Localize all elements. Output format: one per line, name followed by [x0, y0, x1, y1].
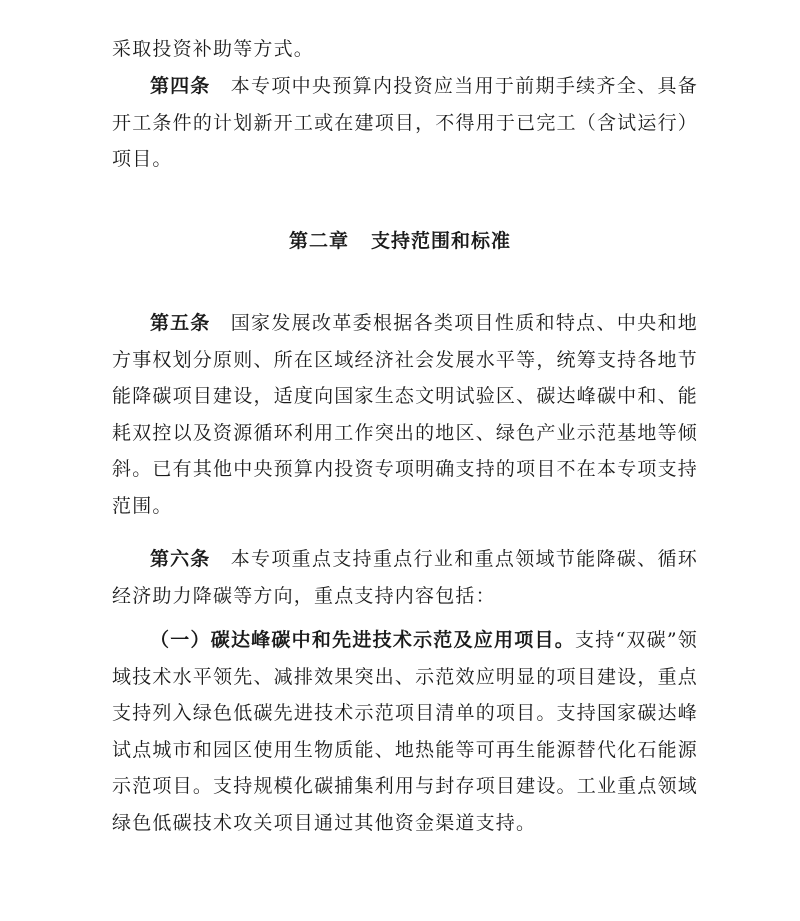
article-5	[112, 305, 698, 524]
item-1-heading: （一）碳达峰碳中和先进技术示范及应用项目。	[150, 629, 575, 651]
article-4-heading: 第四条	[150, 75, 211, 97]
intro-tail-line	[112, 31, 698, 68]
article-6	[112, 541, 698, 614]
chapter-heading	[0, 226, 800, 253]
item-1	[112, 622, 698, 841]
chapter-title: 支持范围和标准	[371, 230, 512, 252]
chapter-number: 第二章	[288, 230, 349, 252]
article-4-body: 本专项中央预算内投资应当用于前期手续齐全、具备开工条件的计划新开工或在建项目，不得用于已完工（含试运行）项目。	[112, 75, 698, 170]
article-6-heading: 第六条	[150, 548, 211, 570]
intro-tail-text: 采取投资补助等方式。	[112, 38, 315, 60]
article-6-body: 本专项重点支持重点行业和重点领域节能降碳、循环经济助力降碳等方向，重点支持内容包括：	[112, 548, 698, 607]
article-4	[112, 68, 698, 178]
article-5-body: 国家发展改革委根据各类项目性质和特点、中央和地方事权划分原则、所在区域经济社会发展水平等，统筹支持各地节能降碳项目建设，适度向国家生态文明试验区、碳达峰碳中和、能耗双控以及资源循环利用工作突出的地区、绿色产业示范基地等倾斜。已有其他中央预算内投资专项明确支持的项目不在本专项支持范围。	[112, 312, 698, 517]
article-5-heading: 第五条	[150, 312, 211, 334]
item-1-body: 支持“双碳”领域技术水平领先、减排效果突出、示范效应明显的项目建设，重点支持列入绿色低碳先进技术示范项目清单的项目。支持国家碳达峰试点城市和园区使用生物质能、地热能等可再生能源替代化石能源示范项目。支持规模化碳捕集利用与封存项目建设。工业重点领域绿色低碳技术攻关项目通过其他资金渠道支持。	[112, 629, 699, 834]
